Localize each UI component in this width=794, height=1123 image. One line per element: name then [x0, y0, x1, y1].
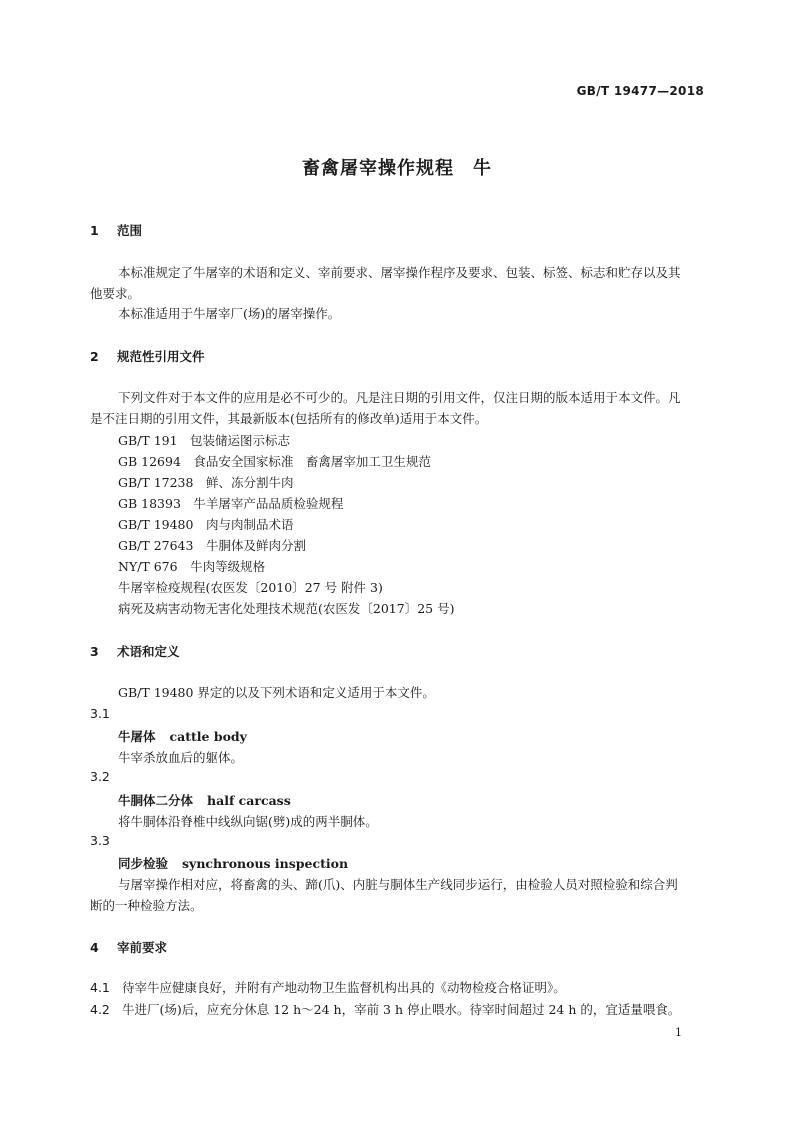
clause-text: 待宰牛应健康良好，并附有产地动物卫生监督机构出具的《动物检疫合格证明》。 [122, 980, 566, 995]
term-heading [118, 791, 291, 809]
section-heading-2 [90, 347, 205, 365]
term-heading [118, 727, 247, 745]
clause-number: 4.2 [90, 1002, 110, 1017]
section-title: 宰前要求 [117, 940, 168, 955]
clause [90, 1000, 680, 1018]
paragraph: 本标准适用于牛屠宰厂(场)的屠宰操作。 [118, 306, 341, 321]
reference-item: 牛屠宰检疫规程(农医发〔2010〕27 号 附件 3) [118, 580, 383, 595]
section-title: 术语和定义 [117, 644, 180, 659]
paragraph: 下列文件对于本文件的应用是必不可少的。凡是注日期的引用文件，仅注日期的版本适用于本文件。凡是不注日期的引用文件，其最新版本(包括所有的修改单)适用于本文件。 [90, 390, 681, 426]
term-number: 3.2 [90, 769, 110, 784]
reference-item: GB/T 19480 肉与肉制品术语 [118, 517, 294, 532]
term-english: cattle body [169, 729, 247, 744]
term-number: 3.1 [90, 706, 110, 721]
term-chinese: 牛胴体二分体 [118, 793, 194, 808]
section-number: 4 [90, 940, 99, 955]
section-title: 规范性引用文件 [117, 349, 205, 364]
reference-item: GB/T 27643 牛胴体及鲜肉分割 [118, 538, 306, 553]
reference-item: GB/T 191 包装储运图示标志 [118, 433, 291, 448]
section-heading-4 [90, 938, 167, 956]
clause-text: 牛进厂(场)后，应充分休息 12 h～24 h，宰前 3 h 停止喂水。待宰时间超过 24 h 的，宜适量喂食。 [122, 1002, 681, 1017]
section-number: 1 [90, 223, 99, 238]
document-title: 畜禽屠宰操作规程 牛 [302, 158, 492, 179]
term-english: half carcass [207, 793, 291, 808]
clause-number: 4.1 [90, 980, 110, 995]
section-title: 范围 [117, 223, 143, 238]
reference-item: GB 18393 牛羊屠宰产品品质检验规程 [118, 496, 344, 511]
reference-item: NY/T 676 牛肉等级规格 [118, 559, 266, 574]
term-heading [118, 854, 348, 872]
standard-number: GB/T 19477—2018 [576, 84, 704, 98]
page-number: 1 [675, 1026, 682, 1039]
reference-item: 病死及病害动物无害化处理技术规范(农医发〔2017〕25 号) [118, 601, 455, 616]
term-definition: 牛宰杀放血后的躯体。 [118, 750, 244, 765]
term-chinese: 同步检验 [118, 856, 169, 871]
section-heading-3 [90, 642, 180, 660]
section-number: 3 [90, 644, 99, 659]
term-chinese: 牛屠体 [118, 729, 156, 744]
paragraph: 本标准规定了牛屠宰的术语和定义、宰前要求、屠宰操作程序及要求、包装、标签、标志和贮存以及其他要求。 [90, 265, 681, 301]
clause [90, 978, 566, 996]
reference-item: GB 12694 食品安全国家标准 畜禽屠宰加工卫生规范 [118, 454, 431, 469]
reference-item: GB/T 17238 鲜、冻分割牛肉 [118, 475, 294, 490]
term-number: 3.3 [90, 833, 110, 848]
term-english: synchronous inspection [182, 856, 349, 871]
section-heading-1 [90, 221, 142, 239]
term-definition: 将牛胴体沿脊椎中线纵向锯(劈)成的两半胴体。 [118, 814, 378, 829]
term-definition: 与屠宰操作相对应，将畜禽的头、蹄(爪)、内脏与胴体生产线同步运行，由检验人员对照检验和综合判断的一种检验方法。 [90, 877, 678, 913]
section-number: 2 [90, 349, 99, 364]
paragraph: GB/T 19480 界定的以及下列术语和定义适用于本文件。 [118, 685, 435, 700]
